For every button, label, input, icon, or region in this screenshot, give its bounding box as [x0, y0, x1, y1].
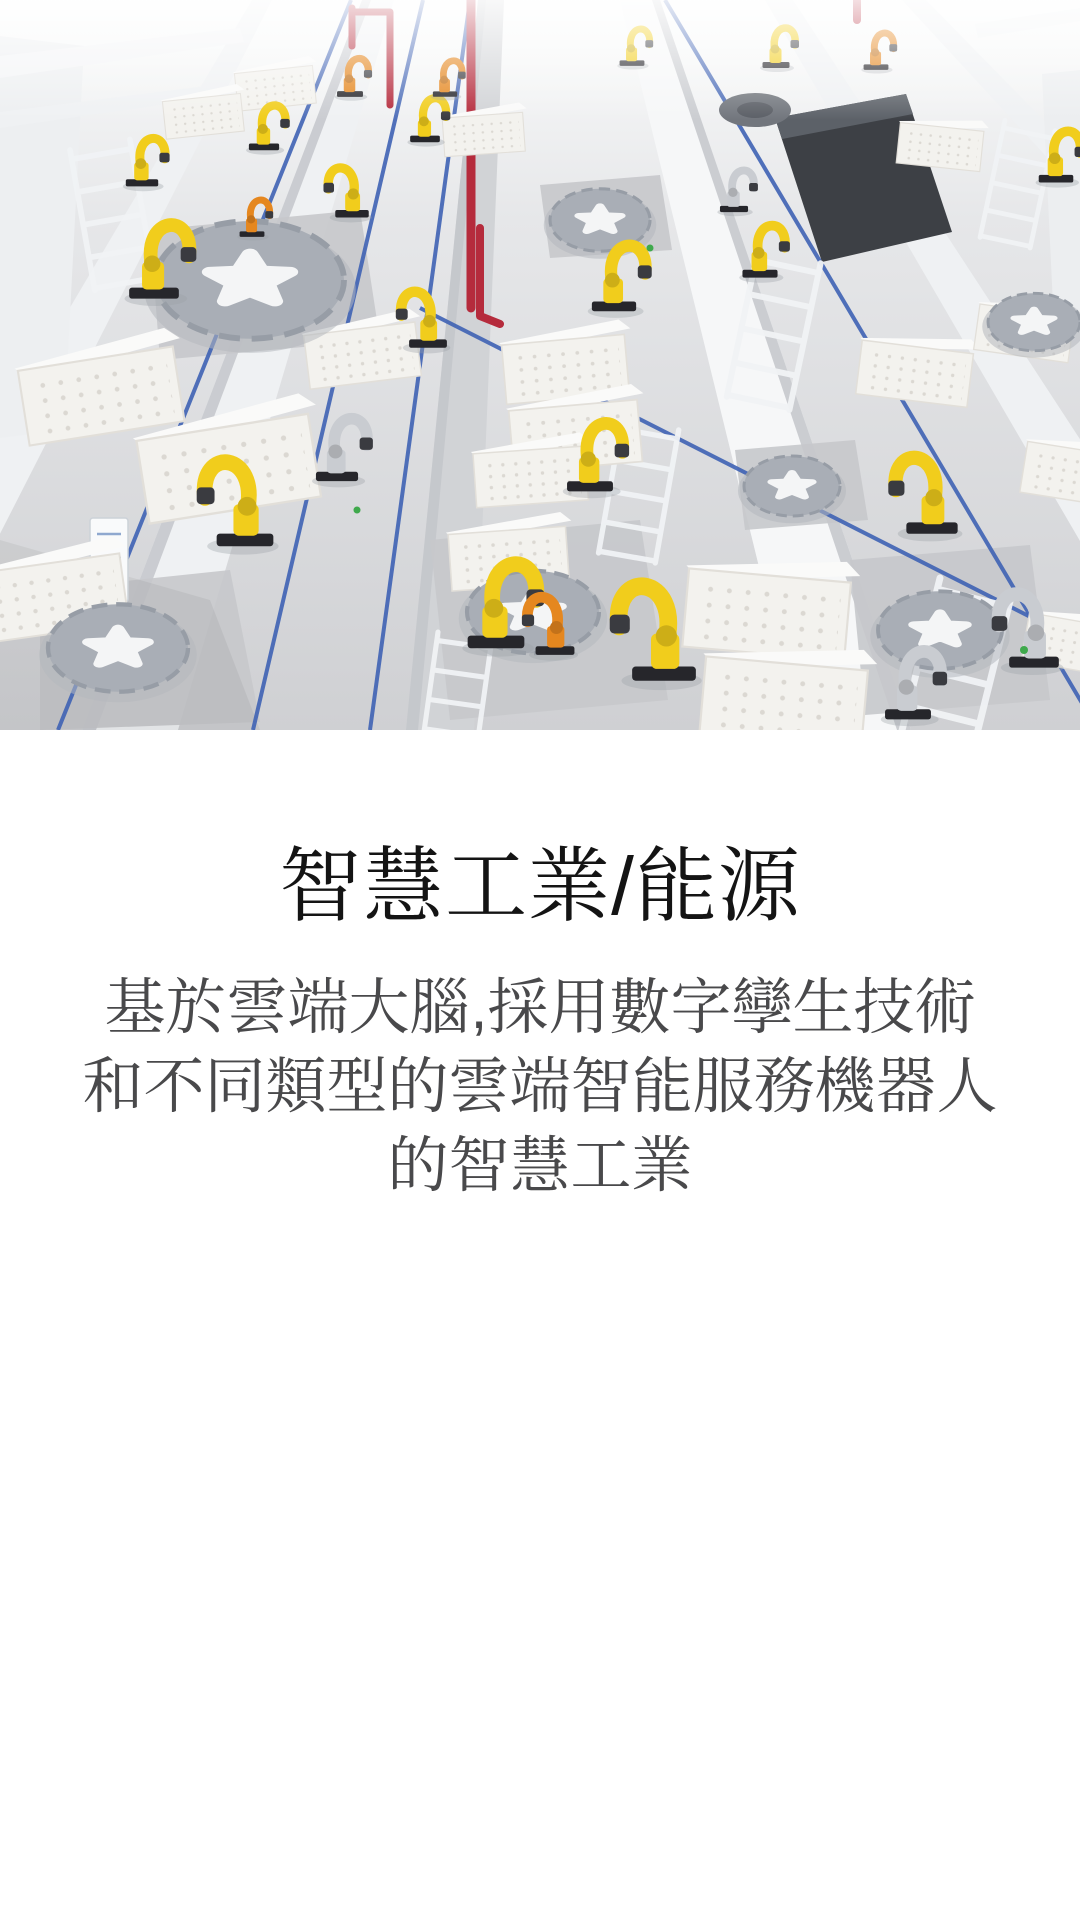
factory-scene-illustration — [0, 0, 1080, 730]
hero-image — [0, 0, 1080, 730]
subtitle-line: 的智慧工業 — [387, 1131, 693, 1199]
page-title: 智慧工業/能源 — [279, 841, 801, 932]
subtitle-line: 基於雲端大腦,採用數字孿生技術 — [104, 973, 976, 1041]
page-subtitle — [48, 968, 1032, 1205]
subtitle-line: 和不同類型的雲端智能服務機器人 — [82, 1052, 998, 1120]
